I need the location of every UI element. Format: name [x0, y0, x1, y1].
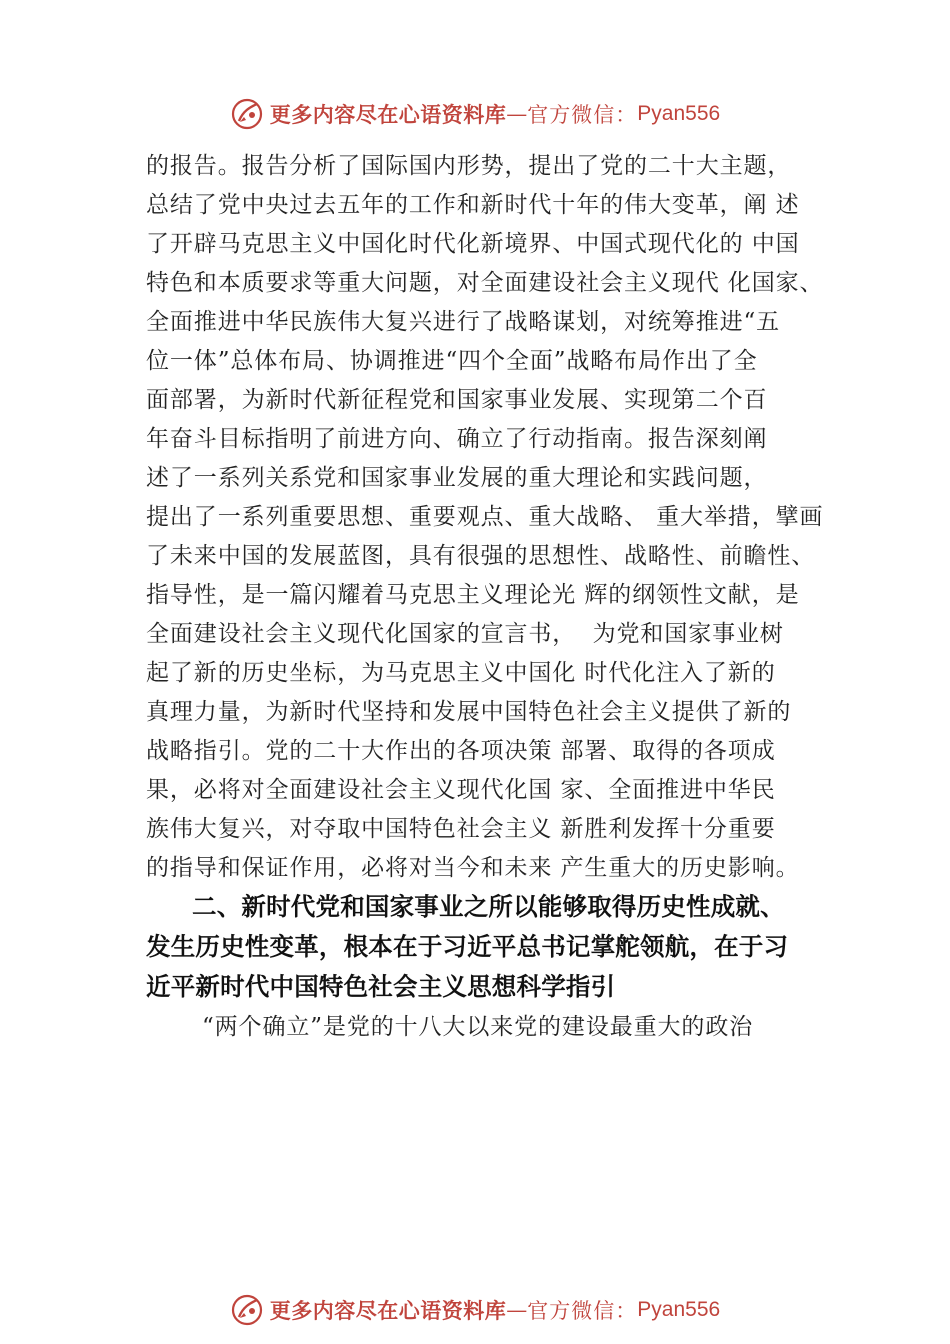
- body-line: 全面推进中华民族伟大复兴进行了战略谋划，对统筹推进“五: [146, 309, 781, 335]
- banner-separator: —: [506, 1298, 528, 1322]
- banner-title: 更多内容尽在心语资料库: [269, 1298, 507, 1323]
- section-heading-line: 二、新时代党和国家事业之所以能够取得历史性成就、: [192, 892, 785, 921]
- body-line: 位一体”总体布局、协调推进“四个全面”战略布局作出了全: [146, 348, 758, 374]
- body-line: 特色和本质要求等重大问题，对全面建设社会主义现代 化国家、: [146, 270, 824, 296]
- document-body: [146, 150, 836, 1050]
- banner-wechat-id: Pyan556: [637, 1298, 721, 1321]
- body-line: 述了一系列关系党和国家事业发展的重大理论和实践问题，: [146, 465, 768, 491]
- banner-wechat-label: 官方微信：: [527, 103, 638, 127]
- body-line: 族伟大复兴，对夺取中国特色社会主义 新胜利发挥十分重要: [146, 816, 776, 842]
- banner-wechat-label: 官方微信：: [527, 1299, 638, 1323]
- body-line: 了开辟马克思主义中国化时代化新境界、中国式现代化的 中国: [146, 231, 800, 257]
- brush-logo-icon: [230, 1293, 264, 1327]
- banner-title: 更多内容尽在心语资料库: [269, 102, 507, 127]
- footer-banner: [0, 1290, 950, 1330]
- body-line: 果，必将对全面建设社会主义现代化国 家、全面推进中华民: [146, 777, 776, 803]
- body-line: 的指导和保证作用，必将对当今和未来 产生重大的历史影响。: [146, 855, 800, 881]
- paragraph-start-line: “两个确立”是党的十八大以来党的建设最重大的政治: [202, 1014, 754, 1040]
- body-line: 战略指引。党的二十大作出的各项决策 部署、取得的各项成: [146, 738, 776, 764]
- body-line: 年奋斗目标指明了前进方向、确立了行动指南。报告深刻阐: [146, 426, 768, 452]
- body-line: 全面建设社会主义现代化国家的宣言书， 为党和国家事业树: [146, 621, 784, 647]
- body-line: 真理力量，为新时代坚持和发展中国特色社会主义提供了新的: [146, 699, 792, 725]
- section-heading-line: 发生历史性变革，根本在于习近平总书记掌舵领航，在于习: [146, 932, 789, 961]
- body-line: 总结了党中央过去五年的工作和新时代十年的伟大变革，阐 述: [146, 192, 800, 218]
- body-line: 的报告。报告分析了国际国内形势，提出了党的二十大主题，: [146, 153, 792, 179]
- body-line: 了未来中国的发展蓝图，具有很强的思想性、战略性、前瞻性、: [146, 543, 816, 569]
- body-line: 指导性，是一篇闪耀着马克思主义理论光 辉的纲领性文献，是: [146, 582, 800, 608]
- header-banner: [0, 94, 950, 134]
- section-heading-line: 近平新时代中国特色社会主义思想科学指引: [146, 972, 616, 1001]
- body-line: 起了新的历史坐标，为马克思主义中国化 时代化注入了新的: [146, 660, 776, 686]
- banner-separator: —: [506, 102, 528, 126]
- brush-logo-icon: [230, 97, 264, 131]
- body-line: 面部署，为新时代新征程党和国家事业发展、实现第二个百: [146, 387, 768, 413]
- banner-wechat-id: Pyan556: [637, 102, 721, 125]
- body-line: 提出了一系列重要思想、重要观点、重大战略、 重大举措，擘画: [146, 504, 824, 530]
